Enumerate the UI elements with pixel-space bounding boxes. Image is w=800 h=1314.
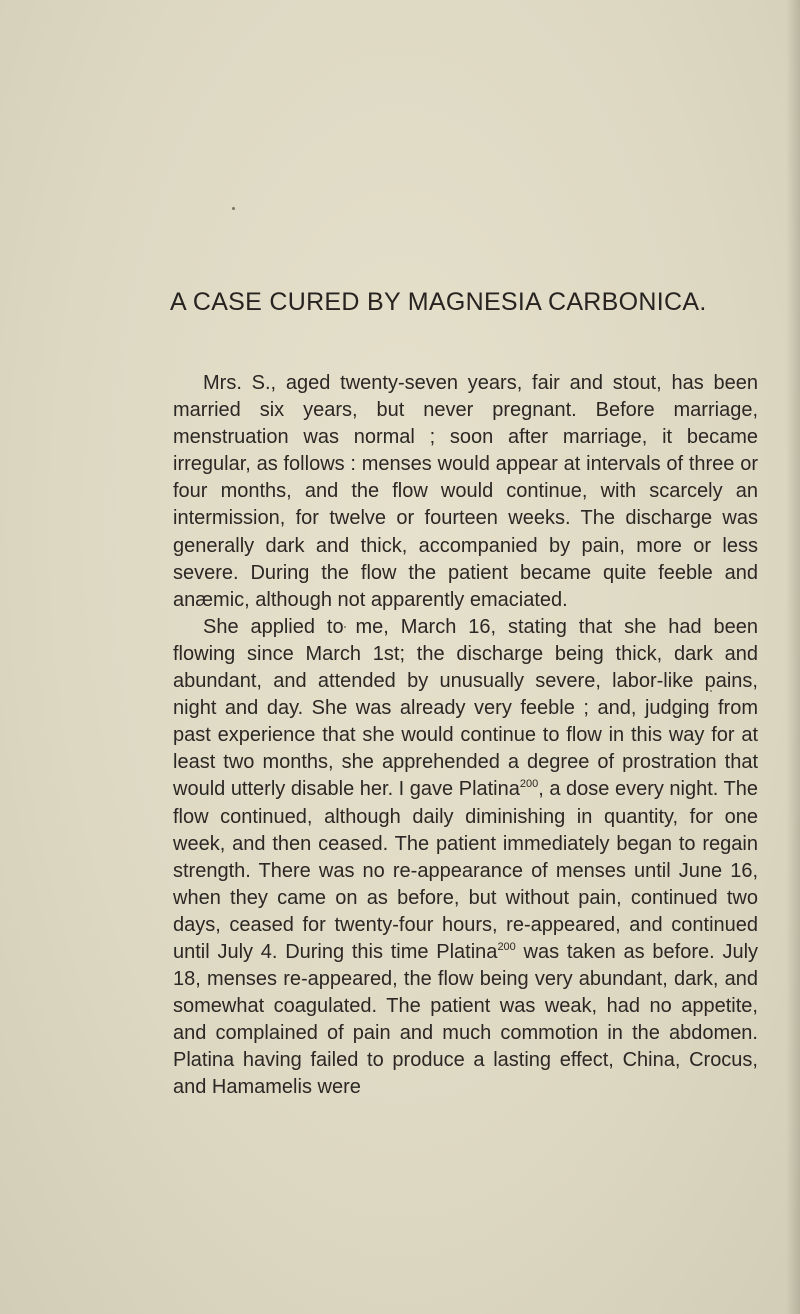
page-edge-shadow [786,0,800,1314]
body-text [173,370,758,1102]
paragraph-2-text-c: was taken as before. July 18, menses re-appeared, the flow being very abundant, dark, and somewhat coagulated. The patient was weak, had no appetite, and complained of pain and much commotion in the abdomen. Platina having failed to produce a lasting effect, China, Crocus, and Hamamelis were [173,940,759,1099]
potency-superscript: 200 [497,940,516,953]
paragraph-1-text: Mrs. S., aged twenty-seven years, fair and stout, has been married six years, but never pregnant. Before marriage, menstruation was normal ; soon after marriage, it became irregular, as follows : menses would appear at intervals of three or four months, and the flow would continue, with scarcely an intermission, for twelve or fourteen weeks. The discharge was generally dark and thick, accompanied by pain, more or less severe. During the flow the patient became quite feeble and anæmic, although not apparently emaciated. [173,372,758,611]
chapter-title: A CASE CURED BY MAGNESIA CARBONICA. [170,288,707,316]
paragraph-1 [173,370,758,614]
paragraph-2-text-b: , a dose every night. The flow continued, although daily diminishing in quantity, for one week, and then ceased. The patient immediately began to regain strength. There was no re-appearance of menses until June 16, when they came on as before, but without pain, continued two days, ceased for twenty-four hours, re-appeared, and continued until July 4. During this time Platina [173,778,758,963]
potency-superscript: 200 [519,778,539,791]
paper-speck [232,207,235,210]
paragraph-2 [173,614,758,1102]
paragraph-2-text-a: She applied to me, March 16, stating that she had been flowing since March 1st; the discharge being thick, dark and abundant, and attended by unusually severe, labor-like pains, night and day. She was already very feeble ; and, judging from past experience that she would continue to flow in this way for at least two months, she apprehended a degree of prostration that would utterly disable her. I gave Platina [173,615,758,801]
